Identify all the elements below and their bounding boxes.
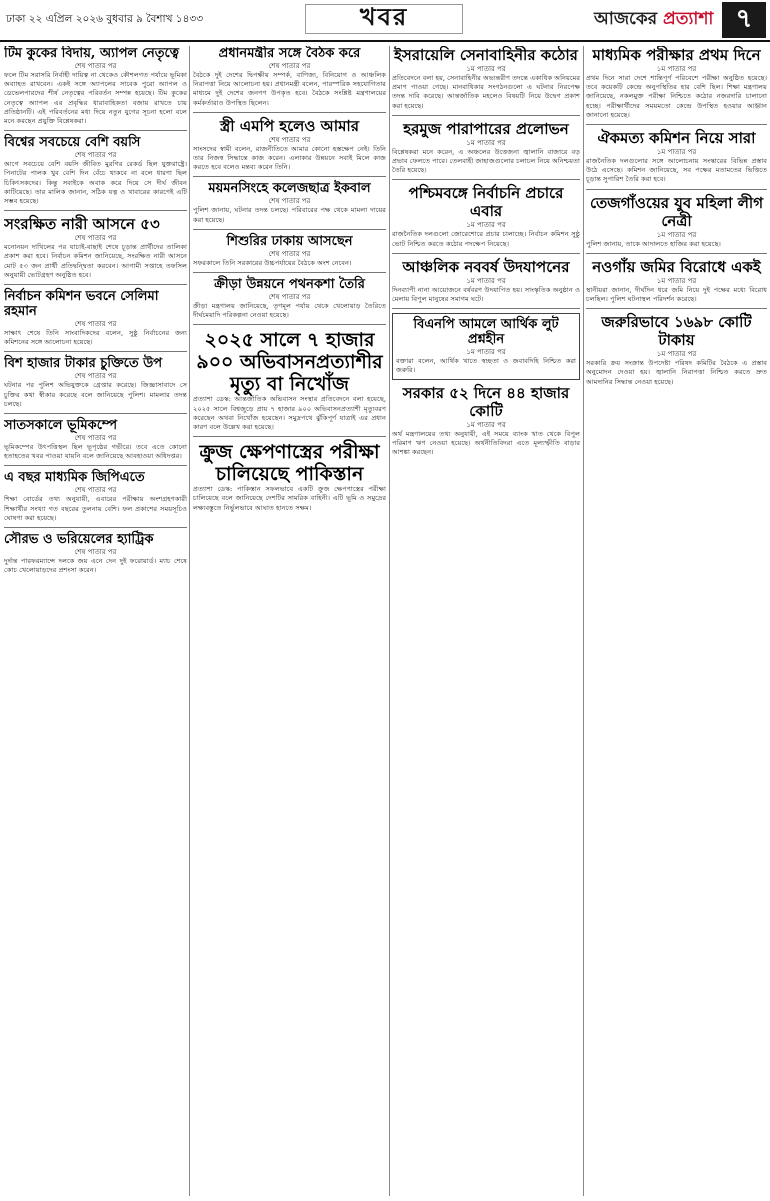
divider <box>4 130 187 131</box>
divider <box>4 465 187 466</box>
continued-label: শেষ পাতার পর <box>74 320 117 329</box>
continued-label: শেষ পাতার পর <box>74 234 117 243</box>
continued-label: শেষ পাতার পর <box>268 197 311 206</box>
story-body: মনোনয়ন দাখিলের পর যাচাই-বাছাই শেষে চূড়ান্ত প্রার্থীদের তালিকা প্রকাশ করা হবে। নির্বাচন কমিশন জানিয়েছে, সংরক্ষিত নারী আসনে মোট ৫৩ জন প্রার্থী প্রতিদ্বন্দ্বিতা করবেন। আগামী সপ্তাহে তফসিল অনুযায়ী ভোটগ্রহণ অনুষ্ঠিত হবে। <box>4 243 187 279</box>
boxed-story <box>392 313 580 379</box>
story-body: অর্থ মন্ত্রণালয়ের তথ্য অনুযায়ী, এই সময়ে ব্যাংক খাত থেকে বিপুল পরিমাণ ঋণ নেওয়া হয়েছে। অর্থনীতিবিদরা এতে মূল্যস্ফীতি বাড়ার আশঙ্কা করছেন। <box>392 429 580 457</box>
story-headline[interactable]: ময়মনসিংহে কলেজছাত্র ইকবাল <box>208 181 371 197</box>
continued-label: ১ম পাতার পর <box>656 65 697 73</box>
column-divider <box>583 46 584 1196</box>
story-headline[interactable]: ইসরায়েলি সেনাবাহিনীর কঠোর <box>394 46 578 64</box>
story-headline[interactable]: হরমুজ পারাপারের প্রলোভন <box>403 119 569 138</box>
column-divider <box>389 46 390 1196</box>
story-headline[interactable]: ২০২৫ সালে ৭ হাজার ৯০০ অভিবাসনপ্রত্যাশীর মৃত্যু বা নিখোঁজ <box>196 329 383 396</box>
story-body: শিক্ষা বোর্ডের তথ্য অনুযায়ী, এবারের পরীক্ষায় অংশগ্রহণকারী শিক্ষার্থীর সংখ্যা গত বছরের তুলনায় বেশি। ফল প্রকাশের সময়সূচিও ঘোষণা করা হয়েছে। <box>4 495 187 522</box>
story-body: প্রত্যাশা ডেস্ক: আন্তর্জাতিক অভিবাসন সংস্থার প্রতিবেদনে বলা হয়েছে, ২০২৫ সালে বিশ্বজুড়ে প্রায় ৭ হাজার ৯০০ অভিবাসনপ্রত্যাশী মৃত্যুবরণ করেছেন অথবা নিখোঁজ হয়েছেন। সমুদ্রপথে ঝুঁকিপূর্ণ যাত্রাই এর প্রধান কারণ বলে উল্লেখ করা হয়েছে। <box>193 395 386 432</box>
paper-name <box>594 6 713 34</box>
story-body: সাক্ষাৎ শেষে তিনি সাংবাদিকদের বলেন, সুষ্ঠু নির্বাচনের জন্য কমিশনের সঙ্গে আলোচনা হয়েছে। <box>4 329 187 347</box>
story-body: ঘটনার পর পুলিশ অভিযুক্তকে গ্রেপ্তার করেছে। জিজ্ঞাসাবাদে সে চুক্তির কথা স্বীকার করেছে বলে জানিয়েছে পুলিশ। মামলার তদন্ত চলছে। <box>4 381 187 408</box>
story-body: সাংসদের স্বামী বলেন, রাজনীতিতে আমার কোনো হস্তক্ষেপ নেই। তিনি তার নিজস্ব সিদ্ধান্তে কাজ করেন। এলাকার উন্নয়নে সবাই মিলে কাজ করতে হবে বলেও মন্তব্য করেন তিনি। <box>193 144 386 172</box>
continued-label: ১ম পাতার পর <box>466 348 506 357</box>
story-headline[interactable]: ঐকমত্য কমিশন নিয়ে সারা <box>597 129 756 148</box>
story-headline[interactable]: সংরক্ষিত নারী আসনে ৫৩ <box>4 215 160 234</box>
story-headline[interactable]: বিশ্বের সবচেয়ে বেশি বয়সি <box>4 135 141 151</box>
story-body: রাজনৈতিক দলগুলোর সঙ্গে আলোচনায় সংস্কারের বিভিন্ন প্রস্তাব উঠে এসেছে। কমিশন জানিয়েছে, সব পক্ষের মতামতের ভিত্তিতে চূড়ান্ত সুপারিশ তৈরি করা হবে। <box>586 157 767 184</box>
masthead <box>0 0 770 40</box>
continued-label: ১ম পাতার পর <box>466 420 506 429</box>
masthead-rule <box>0 40 770 42</box>
story-headline[interactable]: জরুরিভাবে ১৬৯৮ কোটি টাকায় <box>601 313 752 350</box>
continued-label: ১ম পাতার পর <box>466 276 506 285</box>
story-headline[interactable]: ক্রীড়া উন্নয়নে পথনকশা তৈরি <box>214 277 365 293</box>
story-body: সরকারি ক্রয় সংক্রান্ত উপদেষ্টা পরিষদ কমিটির বৈঠকে এ প্রস্তাব অনুমোদন দেওয়া হয়। জ্বালানি নিরাপত্তা নিশ্চিত করতে দ্রুত আমদানির সিদ্ধান্ত নেওয়া হয়েছে। <box>586 359 767 386</box>
divider <box>586 253 767 254</box>
story-body: দিনব্যাপী নানা আয়োজনে বর্ষবরণ উদযাপিত হয়। সাংস্কৃতিক অনুষ্ঠান ও মেলায় বিপুল মানুষের সমাগম ঘটে। <box>392 285 580 304</box>
column-2 <box>193 46 386 1196</box>
story-headline[interactable]: এ বছর মাধ্যমিক জিপিএতে <box>4 470 145 486</box>
story-headline[interactable]: তেজগাঁওয়ের যুব মহিলা লীগ নেত্রী <box>589 193 764 230</box>
divider <box>193 272 386 273</box>
story-headline[interactable]: বিএনপি আমলে আর্থিক লুট প্রশ্নহীন <box>413 317 559 348</box>
divider <box>392 179 580 180</box>
story-body: ভূমিকম্পের উৎপত্তিস্থল ছিল ভূপৃষ্ঠের গভীরে। তবে এতে কোনো হতাহতের খবর পাওয়া যায়নি বলে জানিয়েছে আবহাওয়া অধিদপ্তর। <box>4 443 187 461</box>
divider <box>4 210 187 211</box>
continued-label: শেষ পাতার পর <box>268 293 311 302</box>
divider <box>586 189 767 190</box>
story-body: পুলিশ জানায়, ঘটনার তদন্ত চলছে। পরিবারের পক্ষ থেকে মামলা দায়ের করা হয়েছে। <box>193 206 386 224</box>
divider <box>193 176 386 177</box>
column-divider <box>189 46 190 1196</box>
paper-name-part2: প্রত্যাশা <box>663 9 714 29</box>
story-headline[interactable]: সরকার ৫২ দিনে ৪৪ হাজার কোটি <box>402 383 570 420</box>
story-headline[interactable]: টিম কুকের বিদায়, অ্যাপল নেতৃত্বে <box>4 46 179 61</box>
story-body: প্রত্যাশা ডেস্ক: পাকিস্তান সফলভাবে একটি ক্রুজ ক্ষেপণাস্ত্রের পরীক্ষা চালিয়েছে বলে জানিয়েছে দেশটির সামরিক বাহিনী। এটি ভূমি ও সমুদ্রের লক্ষ্যবস্তুতে নির্ভুলভাবে আঘাত হানতে সক্ষম। <box>193 485 386 512</box>
continued-label: শেষ পাতার পর <box>74 151 117 160</box>
divider <box>193 436 386 437</box>
story-body: ফলে টিম সরাসরি নির্বাহী দায়িত্ব না থেকেও কৌশলগত পর্যায়ে ভূমিকা অব্যাহত রাখবেন। একই সঙ্গে অ্যাপলের সাবেক পুরো অ্যাপল ও ডেভেলপারদের শীর্ষ নেতৃত্বের পরিবর্তন সম্পন্ন হয়েছে। টিম কুকের নেতৃত্বে অ্যাপল এর প্রবৃদ্ধির ধারাবাহিকতা বজায় রাখতে চায় প্রতিষ্ঠানটি। এই পরিবর্তনের মধ্য দিয়ে নতুন যুগের সূচনা হলো বলে মনে করছেন প্রযুক্তি বিশ্লেষকরা। <box>4 71 187 126</box>
divider <box>392 115 580 116</box>
continued-label: শেষ পাতার পর <box>74 372 117 381</box>
story-body: দুর্দান্ত পারফরম্যান্সে দলকে জয় এনে দেন দুই ফরোয়ার্ড। ম্যাচ শেষে কোচ খেলোয়াড়দের প্রশংসা করেন। <box>4 557 187 575</box>
continued-label: ১ম পাতার পর <box>466 65 506 73</box>
section-title: খবর <box>305 4 463 34</box>
continued-label: শেষ পাতার পর <box>74 486 117 495</box>
continued-label: ১ম পাতার পর <box>466 221 506 230</box>
continued-label: শেষ পাতার পর <box>268 249 311 258</box>
story-headline[interactable]: সৌরভ ও ভরিয়েলের হ্যাট্রিক <box>4 532 154 548</box>
story-body: বিশ্লেষকরা মনে করেন, এ অঞ্চলের উত্তেজনা জ্বালানি বাজারে বড় প্রভাব ফেলতে পারে। তেলবাহী জাহাজগুলোর চলাচল নিয়ে অনিশ্চয়তা তৈরি হয়েছে। <box>392 147 580 175</box>
continued-label: শেষ পাতার পর <box>74 434 117 443</box>
continued-label: ১ম পাতার পর <box>656 148 697 157</box>
story-body: বক্তারা বলেন, আর্থিক খাতে স্বচ্ছতা ও জবাবদিহি নিশ্চিত করা জরুরি। <box>396 357 576 375</box>
story-headline[interactable]: বিশ হাজার টাকার চুক্তিতে উপ <box>4 356 163 372</box>
paper-name-part1: আজকের <box>594 9 664 29</box>
story-body: সফরকালে তিনি সরকারের উচ্চপর্যায়ের বৈঠকে অংশ নেবেন। <box>193 258 352 267</box>
story-headline[interactable]: আঞ্চলিক নববর্ষ উদযাপনের <box>402 257 570 276</box>
date-line: ঢাকা ২২ এপ্রিল ২০২৬ বুধবার ৯ বৈশাখ ১৪৩৩ <box>6 13 204 25</box>
story-body: বৈঠকে দুই দেশের দ্বিপক্ষীয় সম্পর্ক, বাণিজ্য, বিনিয়োগ ও আঞ্চলিক নিরাপত্তা নিয়ে আলোচনা হয়। প্রধানমন্ত্রী বলেন, পারস্পরিক সহযোগিতার মাধ্যমে দুই দেশের জনগণ উপকৃত হবে। বৈঠকে সংশ্লিষ্ট মন্ত্রণালয়ের কর্মকর্তারাও উপস্থিত ছিলেন। <box>193 71 386 107</box>
story-body: ক্রীড়া মন্ত্রণালয় জানিয়েছে, তৃণমূল পর্যায় থেকে খেলোয়াড় তৈরিতে দীর্ঘমেয়াদি পরিকল্পনা নেওয়া হয়েছে। <box>193 302 386 320</box>
column-3 <box>392 46 580 1196</box>
story-headline[interactable]: সাতসকালে ভূমিকম্পে <box>4 418 118 434</box>
continued-label: শেষ পাতার পর <box>268 62 311 70</box>
story-body: রাজনৈতিক দলগুলো জোরেশোরে প্রচার চালাচ্ছে। নির্বাচন কমিশন সুষ্ঠু ভোট নিশ্চিত করতে কঠোর পদক্ষেপ নিয়েছে। <box>392 230 580 248</box>
continued-label: শেষ পাতার পর <box>74 548 117 557</box>
continued-label: শেষ পাতার পর <box>74 62 117 70</box>
column-4 <box>586 46 767 1196</box>
divider <box>392 253 580 254</box>
story-headline[interactable]: স্ত্রী এমপি হলেও আমার <box>219 116 360 135</box>
divider <box>4 413 187 414</box>
divider <box>193 324 386 325</box>
divider <box>4 284 187 285</box>
divider <box>586 124 767 125</box>
page-number: ৭ <box>722 2 766 38</box>
story-headline[interactable]: মাধ্যমিক পরীক্ষার প্রথম দিনে <box>592 46 761 64</box>
continued-label: ১ম পাতার পর <box>656 230 697 239</box>
divider <box>193 229 386 230</box>
story-body: প্রতিবেদনে বলা হয়, সেনাবাহিনীর অভ্যন্তরীণ তদন্তে একাধিক অনিয়মের প্রমাণ পাওয়া গেছে। মানবাধিকার সংগঠনগুলো এ ঘটনার নিরপেক্ষ তদন্ত দাবি করেছে। আন্তর্জাতিক মহলেও বিষয়টি নিয়ে উদ্বেগ প্রকাশ করা হয়েছে। <box>392 74 580 110</box>
story-headline[interactable]: পশ্চিমবঙ্গে নির্বাচনি প্রচারে এবার <box>408 184 564 221</box>
divider <box>586 308 767 309</box>
divider <box>392 308 580 309</box>
story-body: প্রথম দিনে সারা দেশে শান্তিপূর্ণ পরিবেশে পরীক্ষা অনুষ্ঠিত হয়েছে। তবে কয়েকটি কেন্দ্রে অনুপস্থিতির হার বেশি ছিল। শিক্ষা মন্ত্রণালয় জানিয়েছে, নকলমুক্ত পরীক্ষা নিশ্চিতে কঠোর নজরদারি চালানো হচ্ছে। পরীক্ষার্থীদের সময়মতো কেন্দ্রে উপস্থিত হওয়ার আহ্বান জানানো হয়েছে। <box>586 74 767 119</box>
story-body: পুলিশ জানায়, তাকে আদালতে হাজির করা হয়েছে। <box>586 239 721 248</box>
story-body: আগে সবচেয়ে বেশি বয়সি জীবিত মুরগির রেকর্ড ছিল যুক্তরাষ্ট্রে। পিনাটের পালক খুব বেশি দিন বেঁচে থাকবে না বলে ধারণা ছিল চিকিৎসকদের। কিন্তু সবাইকে অবাক করে দিয়ে সে দীর্ঘ জীবন কাটিয়েছে। তার মালিক জানান, সঠিক যত্ন ও খাবারের কারণেই এটি সম্ভব হয়েছে। <box>4 160 187 206</box>
story-headline[interactable]: প্রধানমন্ত্রীর সঙ্গে বৈঠক করে <box>218 46 361 61</box>
divider <box>193 112 386 113</box>
divider <box>4 527 187 528</box>
story-headline[interactable]: নওগাঁয় জমির বিরোধে একই <box>592 257 761 276</box>
story <box>4 46 187 126</box>
continued-label: ১ম পাতার পর <box>466 138 506 147</box>
story-body: স্থানীয়রা জানান, দীর্ঘদিন ধরে জমি নিয়ে দুই পক্ষের মধ্যে বিরোধ চলছিল। পুলিশ ঘটনাস্থল পরিদর্শন করেছে। <box>586 285 767 304</box>
column-1 <box>4 46 187 1196</box>
continued-label: ১ম পাতার পর <box>656 276 697 285</box>
story-headline[interactable]: শিশুরির ঢাকায় আসছেন <box>226 233 353 249</box>
continued-label: শেষ পাতার পর <box>268 135 311 144</box>
continued-label: ১ম পাতার পর <box>656 350 697 359</box>
divider <box>4 351 187 352</box>
story-headline[interactable]: নির্বাচন কমিশন ভবনে সেলিমা রহমান <box>4 289 159 320</box>
story-headline[interactable]: ক্রুজ ক্ষেপণাস্ত্রের পরীক্ষা চালিয়েছে পাকিস্তান <box>199 441 380 486</box>
